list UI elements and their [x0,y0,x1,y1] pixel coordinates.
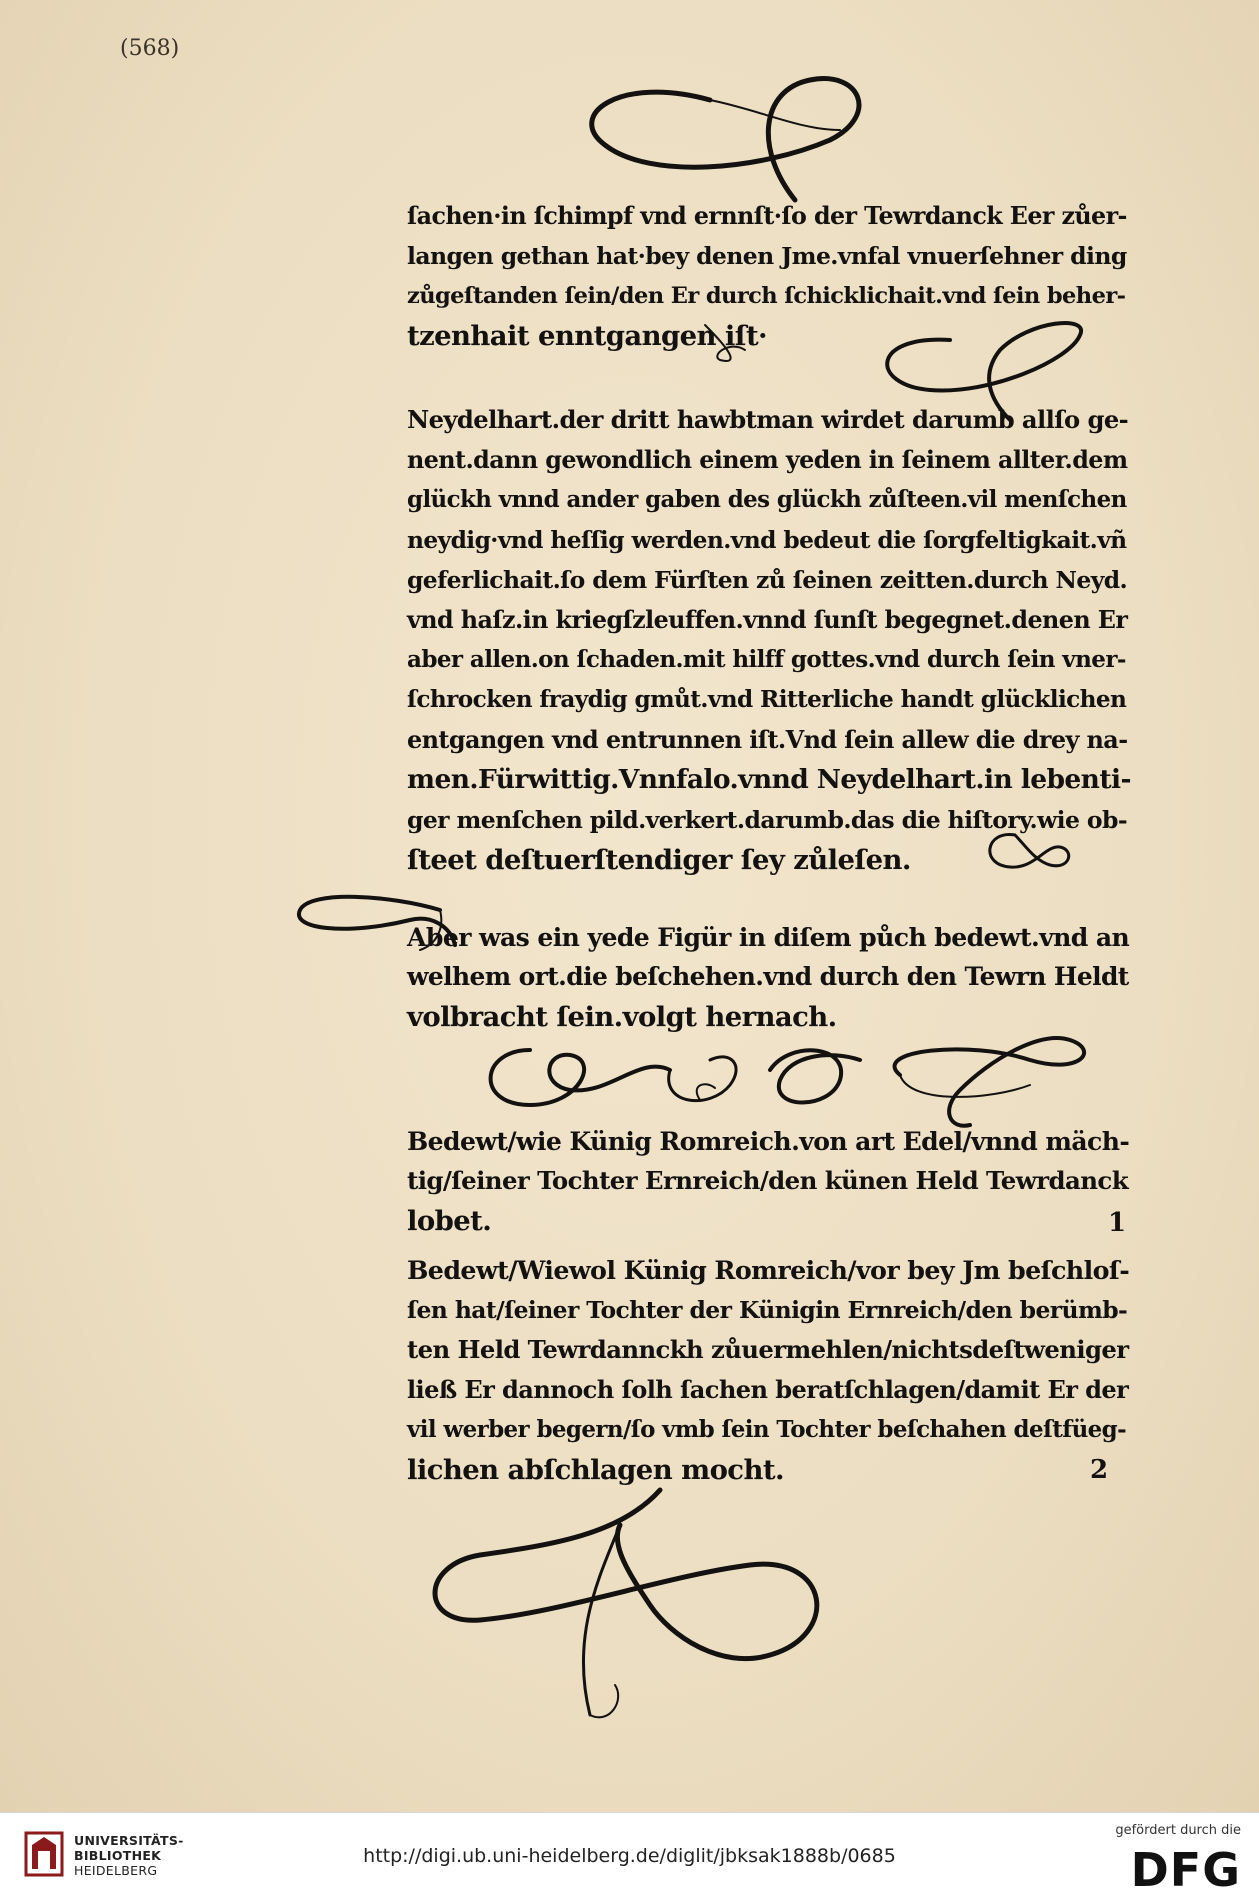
text-line: entgangen vnd entrunnen iſt.Vnd ſein allew die drey na- [407,726,1128,754]
text-line: volbracht ſein.volgt hernach. [407,1001,837,1033]
flourish-bottom [420,1485,860,1735]
text-line: aber allen.on ſchaden.mit hilff gottes.vnd durch ſein vner- [407,646,1126,673]
permalink-url[interactable]: http://digi.ub.uni-heidelberg.de/diglit/jbksak1888b/0685 [363,1845,896,1867]
text-line: men.Fürwittig.Vnnfalo.vnnd Neydelhart.in lebenti- [407,764,1131,795]
library-line: BIBLIOTHEK [74,1848,162,1863]
text-line: ſchrocken fraydig gmůt.vnd Ritterliche handt glücklichen [407,686,1127,713]
text-line: Neydelhart.der dritt hawbtman wirdet darumb allſo ge- [407,405,1129,434]
paragraph-4 [407,1121,1132,1241]
text-line: Bedewt/wie Künig Romreich.von art Edel/vnnd mäch- [407,1126,1130,1156]
page-number: (568) [120,36,180,61]
text-line: ließ Er dannoch ſolh ſachen beratſchlagen/damit Er der [407,1375,1129,1404]
paragraph-3 [407,917,1132,1037]
caption-number-2: 2 [1090,1455,1109,1485]
text-line: langen gethan hat·bey denen Jme.vnfal vnuerſehner ding [407,242,1127,270]
footer-bar [0,1812,1259,1902]
text-line: ſachen·in ſchimpf vnd ernnſt·ſo der Tewrdanck Eer zůer- [407,202,1127,230]
text-line: ſen hat/ſeiner Tochter der Künigin Ernreich/den berümb- [407,1296,1128,1324]
funded-by-label: gefördert durch die [1115,1823,1241,1838]
library-line: HEIDELBERG [74,1863,158,1878]
text-line: vil werber begern/ſo vmb ſein Tochter beſchahen deſtfüeg- [407,1416,1127,1443]
flourish-paragraph-end-2 [975,825,1075,880]
library-line: UNIVERSITÄTS- [74,1833,184,1848]
caption-number-1: 1 [1108,1208,1127,1238]
flourish-top [560,60,890,210]
text-line: neydig·vnd heſſig werden.vnd bedeut die ſorgfeltigkait.vñ [407,526,1127,554]
text-line: nent.dann gewondlich einem yeden in ſeinem allter.dem [407,446,1128,474]
paragraph-5 [407,1250,1132,1490]
text-line: ſteet deſtuerſtendiger ſey zůleſen. [407,844,911,876]
text-line: Aber was ein yede Figür in diſem půch bedewt.vnd an [407,922,1130,952]
text-line: tig/ſeiner Tochter Ernreich/den künen Held Tewrdanck [407,1166,1129,1195]
text-line: geferlichait.ſo dem Fürſten zů ſeinen zeitten.durch Neyd. [407,566,1128,594]
text-line: glückh vnnd ander gaben des glückh zůſteen.vil menſchen [407,486,1127,513]
text-line: ger menſchen pild.verkert.darumb.das die hiſtory.wie ob- [407,806,1127,834]
text-line: ten Held Tewrdannckh zůuermehlen/nichtsdeſtweniger [407,1335,1129,1364]
text-line: welhem ort.die beſchehen.vnd durch den Tewrn Heldt [407,962,1129,991]
text-line: zůgeſtanden ſein/den Er durch ſchicklichait.vnd ſein beher- [407,283,1126,309]
text-line: vnd haſz.in kriegſzleuffen.vnnd ſunſt begegnet.denen Er [407,606,1128,634]
text-line: lichen abſchlagen mocht. [407,1454,784,1486]
paragraph-2 [407,400,1132,880]
text-line: Bedewt/Wiewol Künig Romreich/vor bey Jm beſchloſ- [407,1255,1130,1285]
text-line: lobet. [407,1205,492,1237]
dfg-logo: DFG [1130,1843,1241,1897]
text-line: tzenhait enntgangen iſt· [407,320,768,352]
